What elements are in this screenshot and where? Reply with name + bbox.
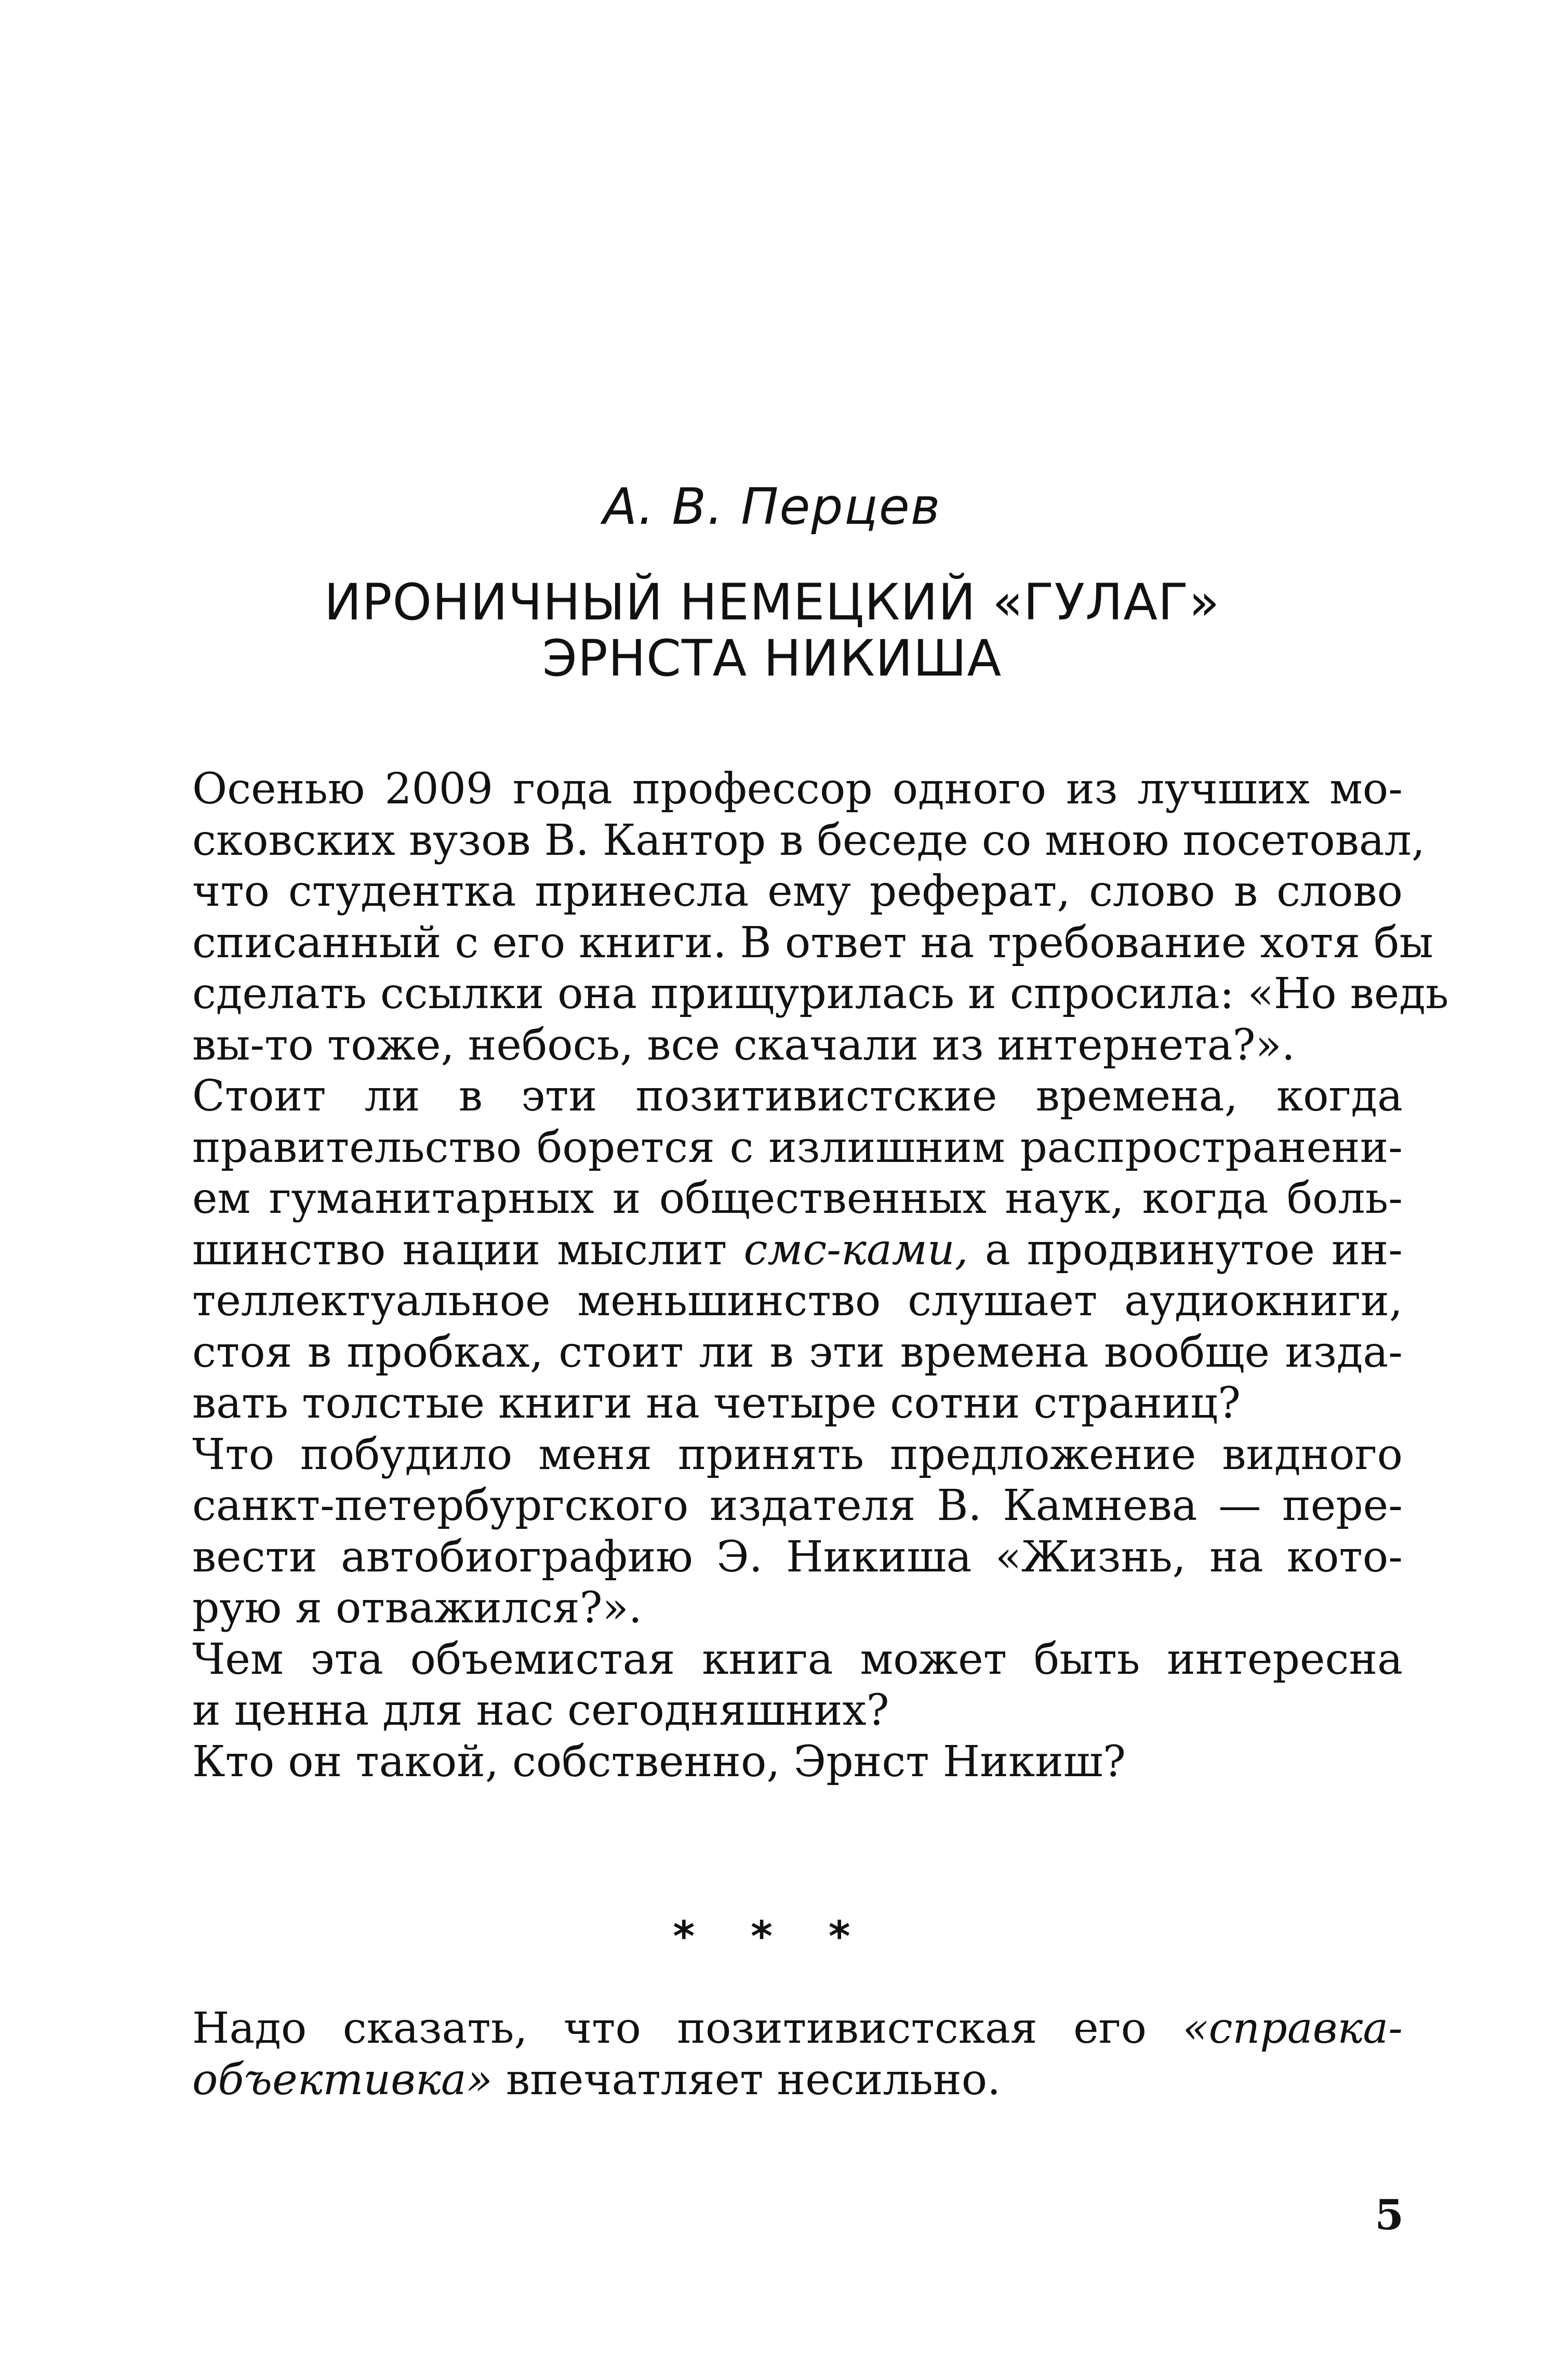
text-line: что студентка принесла ему реферат, слово в слово xyxy=(192,867,1403,916)
text-line: вать толстые книги на четыре сотни страниц? xyxy=(192,1379,1241,1428)
text-line: Чем эта объемистая книга может быть интересна xyxy=(192,1634,1403,1684)
text-fragment: шинство нации мыслит xyxy=(192,1225,727,1275)
section-separator: * * * xyxy=(673,1912,871,1961)
text-line: вы-то тоже, небось, все скачали из интернета?». xyxy=(192,1020,1295,1070)
text-line-mixed xyxy=(192,2055,1403,2106)
text-line: Кто он такой, собственно, Эрнст Никиш? xyxy=(192,1737,1126,1787)
text-line: сделать ссылки она прищурилась и спросила: «Но ведь xyxy=(192,969,1449,1019)
text-line: Стоит ли в эти позитивистские времена, когда xyxy=(192,1072,1403,1121)
text-line: теллектуальное меньшинство слушает аудиокниги, xyxy=(192,1276,1403,1326)
text-line: рую я отважился?». xyxy=(192,1583,642,1633)
text-line: списанный с его книги. В ответ на требование хотя бы xyxy=(192,918,1433,968)
italic-fragment: объективка» xyxy=(192,2055,493,2105)
tail-text xyxy=(192,2003,1403,2106)
text-line: и ценна для нас сегодняшних? xyxy=(192,1686,889,1735)
text-fragment: Надо сказать, что позитивистская его xyxy=(192,2004,1147,2053)
italic-fragment: смс-ками, xyxy=(743,1225,968,1275)
text-line: правительство борется с излишним распространени- xyxy=(192,1122,1403,1172)
text-line: вести автобиографию Э. Никиша «Жизнь, на кото- xyxy=(192,1532,1403,1582)
text-line: Осенью 2009 года профессор одного из лучших мо- xyxy=(192,764,1403,814)
page-number: 5 xyxy=(1375,2190,1404,2239)
chapter-title-line-2: ЭРНСТА НИКИША xyxy=(542,629,1002,687)
chapter-title xyxy=(0,574,1544,686)
text-fragment: а продвинутое ин- xyxy=(984,1225,1403,1275)
italic-fragment: «справка- xyxy=(1182,2004,1403,2053)
text-line: стоя в пробках, стоит ли в эти времена вообще изда- xyxy=(192,1327,1403,1377)
chapter-title-line-1: ИРОНИЧНЫЙ НЕМЕЦКИЙ «ГУЛАГ» xyxy=(324,573,1220,631)
text-line-mixed xyxy=(192,2003,1403,2055)
body-text xyxy=(192,764,1449,1788)
text-line: ем гуманитарных и общественных наук, когда боль- xyxy=(192,1174,1403,1223)
text-fragment: впечатляет несильно. xyxy=(505,2055,1001,2105)
text-line: санкт-петербургского издателя В. Камнева — пере- xyxy=(192,1481,1403,1530)
text-line-mixed xyxy=(192,1225,1403,1276)
text-line: Что побудило меня принять предложение видного xyxy=(192,1430,1403,1479)
text-line: сковских вузов В. Кантор в беседе со мною посетовал, xyxy=(192,815,1425,865)
author-name: А. В. Перцев xyxy=(603,478,941,536)
